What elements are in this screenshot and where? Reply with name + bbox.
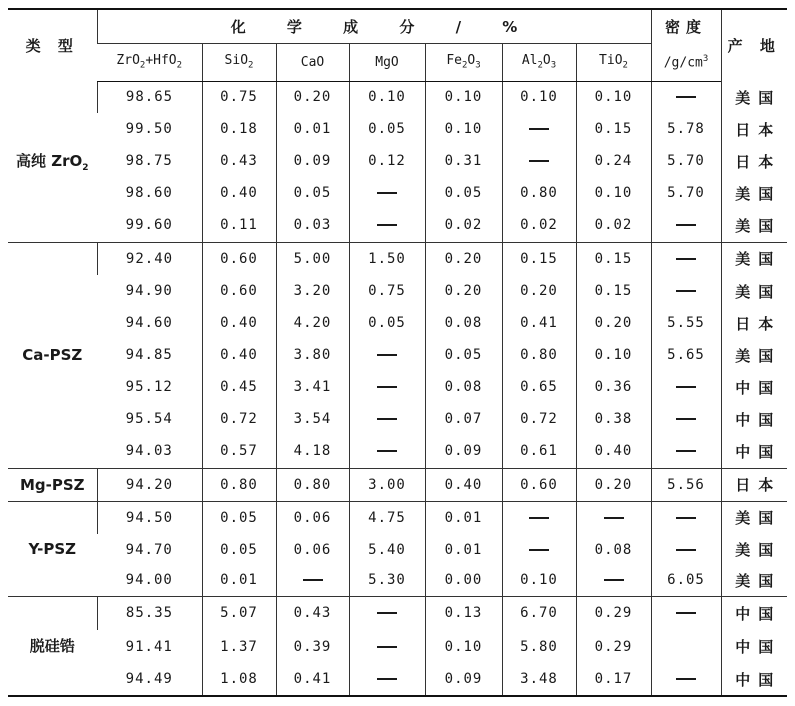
empty-value-dash bbox=[651, 209, 721, 242]
value-cell: 0.10 bbox=[576, 339, 651, 371]
origin-cell: 美国 bbox=[721, 534, 787, 565]
value-cell: 0.09 bbox=[425, 435, 502, 468]
value-cell: 99.50 bbox=[125, 121, 173, 137]
origin-cell: 中国 bbox=[721, 403, 787, 435]
table-row bbox=[8, 596, 787, 630]
value-cell: 4.20 bbox=[276, 307, 349, 339]
value-cell: 0.01 bbox=[425, 501, 502, 534]
value-cell: 5.80 bbox=[502, 630, 576, 663]
density-header: 密度 bbox=[651, 9, 721, 43]
dash-mark bbox=[377, 678, 397, 680]
empty-value-dash bbox=[502, 113, 576, 145]
value-cell: 0.61 bbox=[502, 435, 576, 468]
compound-header: ZrO$_2$+HfO$_2$ bbox=[97, 43, 202, 81]
table-row bbox=[8, 307, 787, 339]
value-cell: 0.10 bbox=[349, 81, 425, 113]
empty-value-dash bbox=[651, 242, 721, 275]
empty-value-dash bbox=[651, 81, 721, 113]
origin-cell: 中国 bbox=[721, 371, 787, 403]
value-cell: 98.75 bbox=[125, 153, 173, 169]
dash-mark bbox=[303, 579, 323, 581]
value-cell: 0.05 bbox=[349, 113, 425, 145]
dash-mark bbox=[604, 517, 624, 519]
type-cell: Ca-PSZ bbox=[8, 242, 97, 468]
empty-value-dash bbox=[349, 596, 425, 630]
empty-value-dash bbox=[276, 565, 349, 596]
value-cell: 0.05 bbox=[276, 177, 349, 209]
value-cell: 0.43 bbox=[202, 145, 276, 177]
value-cell: 0.06 bbox=[276, 501, 349, 534]
value-cell: 0.05 bbox=[425, 177, 502, 209]
value-cell: 0.13 bbox=[425, 596, 502, 630]
origin-cell: 中国 bbox=[721, 663, 787, 696]
origin-cell: 日本 bbox=[721, 145, 787, 177]
value-cell: 94.50 bbox=[97, 501, 202, 534]
compound-header: $Al_2O_3$ bbox=[502, 43, 576, 81]
value-cell: 4.75 bbox=[349, 501, 425, 534]
value-cell: 0.01 bbox=[425, 534, 502, 565]
empty-value-dash bbox=[651, 534, 721, 565]
value-cell: 0.31 bbox=[425, 145, 502, 177]
value-cell: 0.72 bbox=[502, 403, 576, 435]
origin-cell: 美国 bbox=[721, 242, 787, 275]
value-cell: 0.75 bbox=[202, 81, 276, 113]
value-cell: 6.05 bbox=[651, 565, 721, 596]
value-cell: 0.57 bbox=[202, 435, 276, 468]
value-cell: 0.80 bbox=[502, 339, 576, 371]
origin-cell: 日本 bbox=[721, 468, 787, 501]
empty-value-dash bbox=[349, 177, 425, 209]
table-row bbox=[8, 630, 787, 663]
value-cell: 5.55 bbox=[651, 307, 721, 339]
origin-cell: 美国 bbox=[721, 81, 787, 113]
value-cell: 0.80 bbox=[276, 468, 349, 501]
value-cell: 94.00 bbox=[125, 572, 173, 589]
empty-value-dash bbox=[651, 596, 721, 630]
value-cell: 0.15 bbox=[576, 242, 651, 275]
dash-mark bbox=[529, 128, 549, 130]
empty-value-dash bbox=[651, 501, 721, 534]
value-cell: 0.10 bbox=[502, 565, 576, 596]
value-cell: 0.08 bbox=[425, 371, 502, 403]
dash-mark bbox=[676, 549, 696, 551]
value-cell: 0.03 bbox=[276, 209, 349, 242]
value-cell: 94.70 bbox=[125, 541, 173, 558]
empty-value-dash bbox=[576, 565, 651, 596]
dash-mark bbox=[676, 386, 696, 388]
value-cell: 0.06 bbox=[276, 534, 349, 565]
table-row bbox=[8, 145, 787, 177]
type-cell: Y-PSZ bbox=[8, 501, 97, 596]
origin-header: 产 地 bbox=[721, 9, 787, 81]
value-cell: 0.43 bbox=[276, 596, 349, 630]
value-cell: 0.02 bbox=[576, 209, 651, 242]
table-row bbox=[8, 209, 787, 242]
type-cell: Mg-PSZ bbox=[8, 468, 97, 501]
value-cell: 5.65 bbox=[651, 339, 721, 371]
empty-value-dash bbox=[651, 663, 721, 696]
value-cell: 0.10 bbox=[576, 177, 651, 209]
value-cell: 0.20 bbox=[502, 275, 576, 307]
value-cell: 0.00 bbox=[425, 565, 502, 596]
value-cell: 0.40 bbox=[202, 177, 276, 209]
dash-mark bbox=[676, 290, 696, 292]
type-header: 类 型 bbox=[25, 37, 79, 55]
value-cell: 0.20 bbox=[576, 307, 651, 339]
value-cell: 0.02 bbox=[425, 209, 502, 242]
value-cell: 0.05 bbox=[202, 534, 276, 565]
value-cell: 0.39 bbox=[276, 630, 349, 663]
value-cell: 1.37 bbox=[202, 630, 276, 663]
dash-mark bbox=[377, 418, 397, 420]
empty-value-dash bbox=[651, 371, 721, 403]
value-cell: 0.80 bbox=[202, 468, 276, 501]
empty-value-dash bbox=[502, 145, 576, 177]
value-cell: 0.20 bbox=[425, 242, 502, 275]
origin-cell: 美国 bbox=[721, 275, 787, 307]
value-cell: 0.17 bbox=[576, 663, 651, 696]
table-header bbox=[8, 9, 787, 81]
value-cell: 94.20 bbox=[97, 468, 202, 501]
group-block bbox=[8, 468, 787, 501]
dash-mark bbox=[676, 224, 696, 226]
value-cell: 1.08 bbox=[202, 663, 276, 696]
origin-cell: 美国 bbox=[721, 177, 787, 209]
value-cell: 0.60 bbox=[502, 468, 576, 501]
value-cell: 5.70 bbox=[651, 177, 721, 209]
table-row bbox=[8, 468, 787, 501]
value-cell: 0.10 bbox=[425, 81, 502, 113]
value-cell: 0.40 bbox=[202, 339, 276, 371]
compound-header: $Fe_2O_3$ bbox=[425, 43, 502, 81]
dash-mark bbox=[377, 450, 397, 452]
value-cell: 99.60 bbox=[125, 217, 173, 234]
dash-mark bbox=[676, 612, 696, 614]
compound-header: SiO$_2$ bbox=[202, 43, 276, 81]
empty-value-dash bbox=[502, 534, 576, 565]
value-cell: 0.40 bbox=[576, 435, 651, 468]
value-cell: 0.01 bbox=[202, 565, 276, 596]
value-cell: 98.60 bbox=[125, 185, 173, 201]
value-cell: 4.18 bbox=[276, 435, 349, 468]
value-cell: 85.35 bbox=[97, 596, 202, 630]
origin-cell: 美国 bbox=[721, 339, 787, 371]
empty-value-dash bbox=[651, 275, 721, 307]
empty-value-dash bbox=[349, 435, 425, 468]
value-cell: 5.07 bbox=[202, 596, 276, 630]
table-row bbox=[8, 81, 787, 113]
empty-value-dash bbox=[349, 209, 425, 242]
empty-value-dash bbox=[651, 403, 721, 435]
value-cell: 94.03 bbox=[125, 443, 173, 460]
empty-value-dash bbox=[349, 339, 425, 371]
value-cell: 0.12 bbox=[349, 145, 425, 177]
compound-header: MgO bbox=[349, 43, 425, 81]
origin-cell: 美国 bbox=[721, 209, 787, 242]
value-cell: 3.54 bbox=[276, 403, 349, 435]
value-cell: 0.40 bbox=[425, 468, 502, 501]
value-cell: 0.10 bbox=[502, 81, 576, 113]
value-cell: 0.10 bbox=[425, 630, 502, 663]
value-cell: 6.70 bbox=[502, 596, 576, 630]
type-cell: 脱硅锆 bbox=[8, 596, 97, 696]
table-row bbox=[8, 113, 787, 145]
table-row bbox=[8, 663, 787, 696]
dash-mark bbox=[377, 354, 397, 356]
value-cell: 3.00 bbox=[349, 468, 425, 501]
value-cell: 0.29 bbox=[576, 630, 651, 663]
value-cell: 5.00 bbox=[276, 242, 349, 275]
compound-header: TiO$_2$ bbox=[576, 43, 651, 81]
value-cell: 0.40 bbox=[202, 307, 276, 339]
composition-header: 化 学 成 分 / % bbox=[97, 9, 651, 43]
table-row bbox=[8, 403, 787, 435]
value-cell: 94.85 bbox=[125, 347, 173, 363]
value-cell: 0.41 bbox=[276, 663, 349, 696]
origin-cell: 中国 bbox=[721, 596, 787, 630]
empty-value-dash bbox=[349, 371, 425, 403]
dash-mark bbox=[676, 517, 696, 519]
origin-cell: 中国 bbox=[721, 630, 787, 663]
value-cell: 0.29 bbox=[576, 596, 651, 630]
dash-mark bbox=[377, 646, 397, 648]
dash-mark bbox=[676, 678, 696, 680]
dash-mark bbox=[676, 96, 696, 98]
table-row bbox=[8, 242, 787, 275]
origin-cell: 美国 bbox=[721, 565, 787, 596]
group-block bbox=[8, 81, 787, 242]
value-cell: 0.65 bbox=[502, 371, 576, 403]
value-cell: 3.48 bbox=[502, 663, 576, 696]
value-cell: 3.20 bbox=[276, 275, 349, 307]
type-cell: 高纯 ZrO$_2$ bbox=[15, 151, 89, 173]
origin-cell: 美国 bbox=[721, 501, 787, 534]
value-cell: 0.02 bbox=[502, 209, 576, 242]
dash-mark bbox=[377, 224, 397, 226]
value-cell: 95.12 bbox=[125, 379, 173, 395]
value-cell: 0.20 bbox=[576, 468, 651, 501]
dash-mark bbox=[529, 160, 549, 162]
value-cell: 0.38 bbox=[576, 403, 651, 435]
value-cell: 1.50 bbox=[349, 242, 425, 275]
value-cell: 0.05 bbox=[349, 307, 425, 339]
dash-mark bbox=[604, 579, 624, 581]
value-cell: 91.41 bbox=[125, 638, 173, 655]
value-cell: 0.80 bbox=[502, 177, 576, 209]
value-cell: 5.56 bbox=[651, 468, 721, 501]
value-cell: 0.60 bbox=[202, 242, 276, 275]
value-cell: 5.30 bbox=[349, 565, 425, 596]
value-cell: 0.72 bbox=[202, 403, 276, 435]
table-row bbox=[8, 565, 787, 596]
value-cell: 0.11 bbox=[202, 209, 276, 242]
group-block bbox=[8, 596, 787, 696]
empty-value-dash bbox=[349, 630, 425, 663]
value-cell: 0.05 bbox=[425, 339, 502, 371]
dash-mark bbox=[529, 517, 549, 519]
origin-cell: 日本 bbox=[721, 307, 787, 339]
dash-mark bbox=[377, 612, 397, 614]
value-cell: 94.90 bbox=[125, 283, 173, 299]
origin-cell: 中国 bbox=[721, 435, 787, 468]
value-cell: 0.20 bbox=[425, 275, 502, 307]
value-cell: 0.60 bbox=[202, 275, 276, 307]
empty-value-dash bbox=[502, 501, 576, 534]
value-cell: 0.01 bbox=[276, 113, 349, 145]
value-cell: 0.10 bbox=[425, 113, 502, 145]
value-cell: 0.09 bbox=[276, 145, 349, 177]
dash-mark bbox=[676, 258, 696, 260]
value-cell: 0.05 bbox=[202, 501, 276, 534]
origin-cell: 日本 bbox=[721, 113, 787, 145]
value-cell: 0.09 bbox=[425, 663, 502, 696]
empty-value-dash bbox=[576, 501, 651, 534]
dash-mark bbox=[676, 418, 696, 420]
table-row bbox=[8, 534, 787, 565]
dash-mark bbox=[377, 192, 397, 194]
empty-value-dash bbox=[349, 663, 425, 696]
group-block bbox=[8, 242, 787, 468]
value-cell: 0.36 bbox=[576, 371, 651, 403]
compound-header: CaO bbox=[276, 43, 349, 81]
value-cell: 3.80 bbox=[276, 339, 349, 371]
density-unit-header: $/g/cm^3$ bbox=[651, 43, 721, 81]
value-cell: 92.40 bbox=[97, 242, 202, 275]
composition-table bbox=[8, 8, 787, 697]
value-cell: 0.15 bbox=[502, 242, 576, 275]
value-cell: 5.70 bbox=[651, 145, 721, 177]
table-row bbox=[8, 501, 787, 534]
value-cell: 0.41 bbox=[502, 307, 576, 339]
value-cell: 5.78 bbox=[651, 113, 721, 145]
value-cell bbox=[651, 630, 721, 663]
value-cell: 94.60 bbox=[125, 315, 173, 331]
table-row bbox=[8, 435, 787, 468]
value-cell: 95.54 bbox=[125, 411, 173, 427]
group-block bbox=[8, 501, 787, 596]
value-cell: 3.41 bbox=[276, 371, 349, 403]
table-row bbox=[8, 339, 787, 371]
dash-mark bbox=[529, 549, 549, 551]
empty-value-dash bbox=[349, 403, 425, 435]
value-cell: 0.15 bbox=[576, 275, 651, 307]
value-cell: 0.18 bbox=[202, 113, 276, 145]
value-cell: 0.75 bbox=[349, 275, 425, 307]
empty-value-dash bbox=[651, 435, 721, 468]
value-cell: 0.07 bbox=[425, 403, 502, 435]
value-cell: 0.08 bbox=[425, 307, 502, 339]
value-cell: 0.10 bbox=[576, 81, 651, 113]
table-row bbox=[8, 371, 787, 403]
value-cell: 5.40 bbox=[349, 534, 425, 565]
value-cell: 94.49 bbox=[125, 671, 173, 687]
table-row bbox=[8, 275, 787, 307]
value-cell: 98.65 bbox=[97, 81, 202, 113]
value-cell: 0.08 bbox=[576, 534, 651, 565]
dash-mark bbox=[676, 450, 696, 452]
value-cell: 0.24 bbox=[576, 145, 651, 177]
table-row bbox=[8, 177, 787, 209]
value-cell: 0.20 bbox=[276, 81, 349, 113]
value-cell: 0.15 bbox=[576, 113, 651, 145]
dash-mark bbox=[377, 386, 397, 388]
value-cell: 0.45 bbox=[202, 371, 276, 403]
